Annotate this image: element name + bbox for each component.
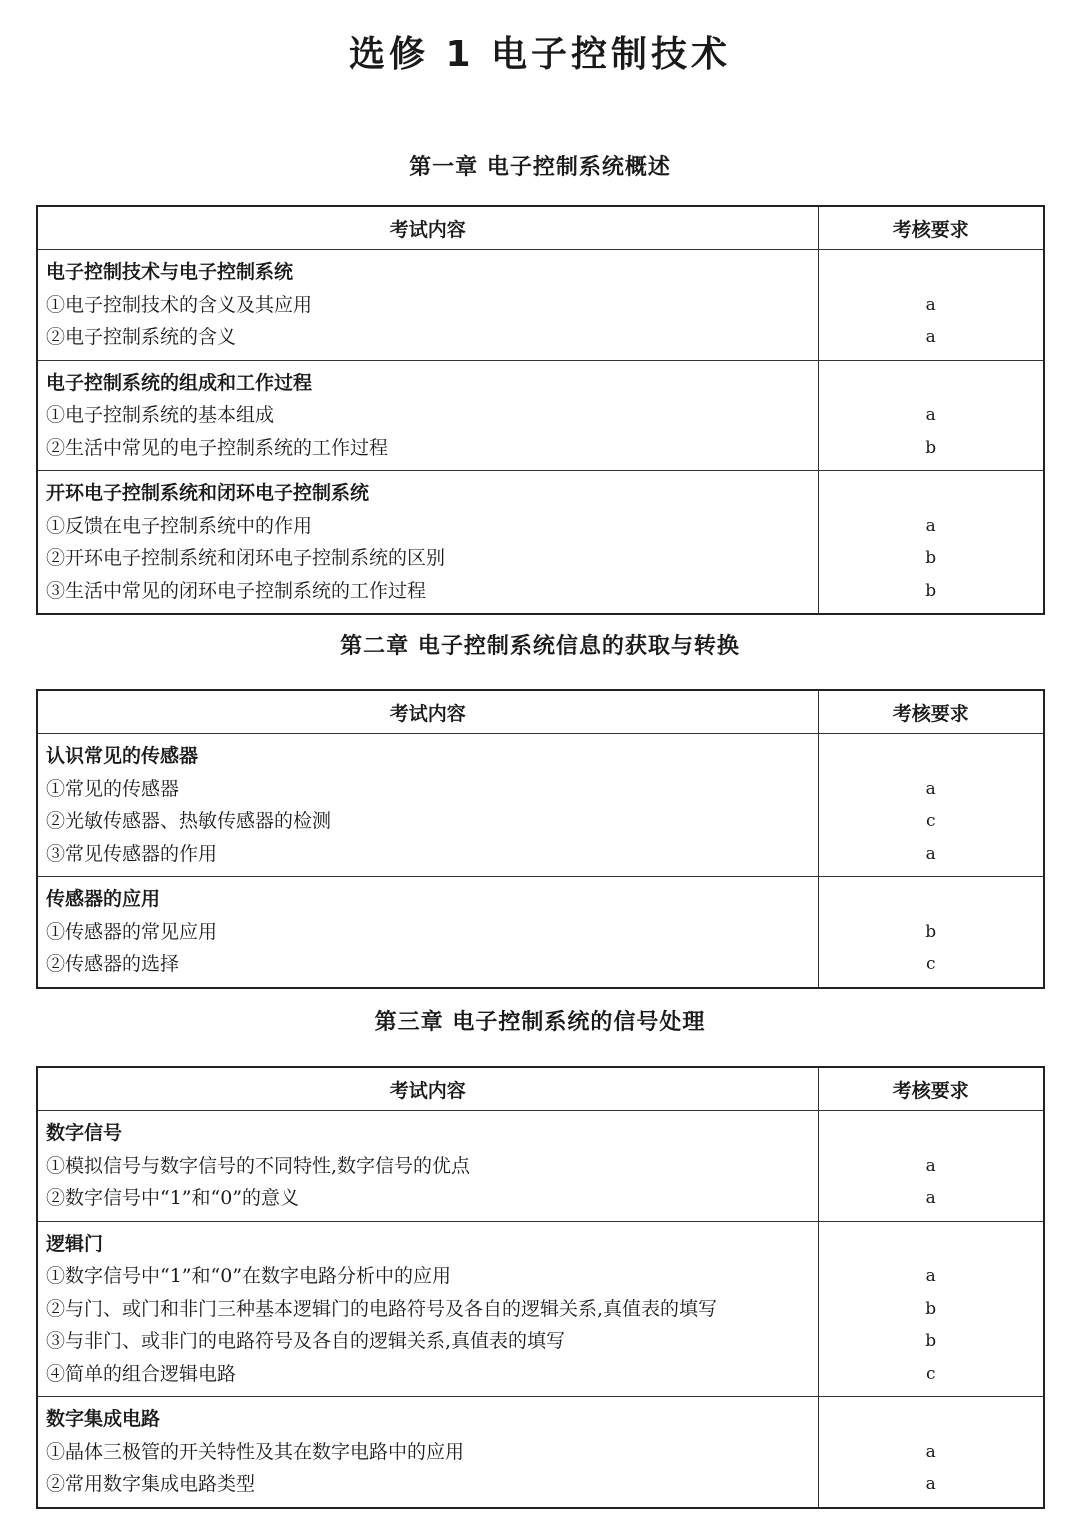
table-row — [37, 360, 1044, 471]
group-heading: 电子控制技术与电子控制系统 — [46, 261, 294, 283]
item-text: ①电子控制技术的含义及其应用 — [46, 293, 313, 316]
item-text: ①电子控制系统的基本组成 — [46, 404, 275, 426]
item-level: c — [925, 954, 936, 974]
item-level: a — [925, 1266, 936, 1286]
chapter-1-title: 第一章 电子控制系统概述 — [409, 155, 671, 180]
item-text: ②生活中常见的电子控制系统的工作过程 — [46, 436, 389, 459]
item-text: ①常见的传感器 — [46, 777, 180, 800]
item-text: ①数字信号中“1”和“0”在数字电路分析中的应用 — [46, 1265, 452, 1287]
header-level: 考核要求 — [818, 690, 1044, 734]
item-text: ③与非门、或非门的电路符号及各自的逻辑关系,真值表的填写 — [46, 1330, 566, 1352]
header-content: 考试内容 — [37, 1067, 818, 1111]
item-text: ①反馈在电子控制系统中的作用 — [46, 514, 313, 537]
table-row — [37, 1111, 1044, 1222]
item-text: ①传感器的常见应用 — [46, 920, 218, 943]
header-level: 考核要求 — [818, 1067, 1044, 1111]
item-level: a — [925, 1474, 936, 1494]
item-text: ②电子控制系统的含义 — [46, 326, 237, 348]
header-content: 考试内容 — [37, 690, 818, 734]
item-level: c — [925, 811, 936, 831]
group-heading: 开环电子控制系统和闭环电子控制系统 — [46, 482, 370, 504]
chapter-2-title: 第二章 电子控制系统信息的获取与转换 — [340, 634, 740, 659]
item-level: a — [925, 294, 936, 315]
item-level: a — [925, 515, 936, 536]
table-header-row — [37, 690, 1044, 734]
item-level: a — [925, 1441, 936, 1462]
item-level: a — [925, 1188, 936, 1208]
item-text: ③生活中常见的闭环电子控制系统的工作过程 — [46, 579, 427, 602]
item-text: ①模拟信号与数字信号的不同特性,数字信号的优点 — [46, 1154, 471, 1177]
group-heading: 数字集成电路 — [46, 1408, 161, 1430]
item-level: b — [925, 437, 937, 458]
item-text: ②常用数字集成电路类型 — [46, 1473, 256, 1495]
item-level: a — [925, 843, 936, 864]
item-text: ②与门、或门和非门三种基本逻辑门的电路符号及各自的逻辑关系,真值表的填写 — [46, 1297, 718, 1320]
item-text: ②传感器的选择 — [46, 953, 180, 975]
chapter-2-table — [36, 689, 1045, 989]
item-level: a — [925, 778, 936, 799]
item-level: b — [925, 1331, 937, 1351]
item-text: ②数字信号中“1”和“0”的意义 — [46, 1187, 300, 1209]
chapter-1-table — [36, 205, 1045, 615]
chapter-3-table — [36, 1066, 1045, 1509]
table-header-row — [37, 206, 1044, 250]
header-level: 考核要求 — [818, 206, 1044, 250]
header-content: 考试内容 — [37, 206, 818, 250]
item-level: b — [925, 580, 937, 601]
item-level: a — [925, 1155, 936, 1176]
item-level: b — [925, 1298, 937, 1319]
table-row — [37, 1397, 1044, 1508]
item-text: ②光敏传感器、热敏传感器的检测 — [46, 810, 332, 832]
group-heading: 认识常见的传感器 — [46, 745, 199, 767]
table-row — [37, 250, 1044, 361]
table-header-row — [37, 1067, 1044, 1111]
item-text: ④简单的组合逻辑电路 — [46, 1362, 237, 1385]
group-heading: 传感器的应用 — [46, 888, 161, 910]
chapter-3-title: 第三章 电子控制系统的信号处理 — [374, 1010, 706, 1035]
item-text: ③常见传感器的作用 — [46, 842, 218, 865]
item-level: c — [925, 1363, 936, 1384]
item-level: a — [925, 405, 936, 425]
item-text: ②开环电子控制系统和闭环电子控制系统的区别 — [46, 547, 446, 569]
group-heading: 逻辑门 — [46, 1232, 104, 1255]
group-heading: 数字信号 — [46, 1122, 123, 1144]
table-row — [37, 1221, 1044, 1397]
item-level: b — [925, 921, 937, 942]
group-heading: 电子控制系统的组成和工作过程 — [46, 371, 313, 394]
document-title: 选修 1 电子控制技术 — [348, 34, 732, 75]
item-level: b — [925, 548, 937, 568]
item-text: ①晶体三极管的开关特性及其在数字电路中的应用 — [46, 1440, 465, 1463]
item-level: a — [925, 327, 936, 347]
table-row — [37, 734, 1044, 877]
table-row — [37, 877, 1044, 988]
table-row — [37, 471, 1044, 615]
